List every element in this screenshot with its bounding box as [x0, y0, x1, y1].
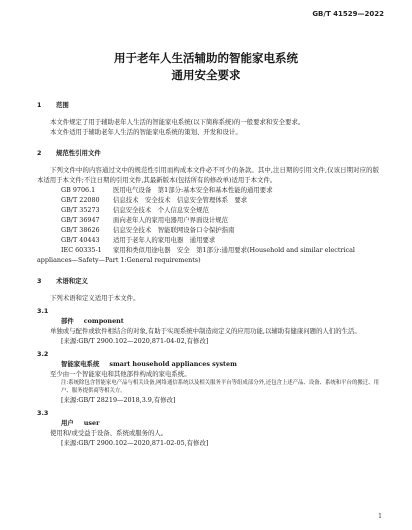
- paragraph: 本文件适用于辅助老年人生活的智能家电系统的策划、开发和设计。: [50, 128, 242, 136]
- reference-item: GB/T 22080 信息技术 安全技术 信息安全管理体系 要求: [61, 196, 248, 204]
- term-heading: 智能家电系统 smart household appliances system: [61, 360, 237, 368]
- term-clause-number: 3.1: [37, 307, 49, 315]
- reference-continuation: appliances—Safety—Part 1:General requirements): [37, 256, 201, 264]
- section-heading-normative-references: 2 规范性引用文件: [37, 149, 101, 157]
- reference-item: GB 9706.1 医用电气设备 第1部分:基本安全和基本性能的通用要求: [61, 186, 273, 194]
- page-number: 1: [378, 513, 382, 520]
- reference-item: GB/T 35273 信息安全技术 个人信息安全规范: [61, 206, 209, 214]
- document-title: 用于老年人生活辅助的智能家电系统: [114, 51, 298, 65]
- term-definition: 使用和/或受益于设备、系统或服务的人。: [50, 429, 168, 437]
- reference-item: IEC 60335-1 家用和类似用途电器 安全 第1部分:通用要求(Household and similar electrical: [61, 246, 355, 254]
- term-note: 注:系统除包含智能家电产品与相关设备,网络通信系统以及相关服务平台等组成部分外,还包含上述产品、设备、系统和平台的搬迁、用户、服务提供商等相关方。: [61, 380, 379, 394]
- term-heading: 部件 component: [61, 317, 124, 325]
- reference-item: GB/T 36947 面向老年人的家用电器用户界面设计规范: [61, 216, 229, 224]
- term-source: [来源:GB/T 2900.102—2020,871-02-05,有修改]: [61, 439, 209, 447]
- document-body: [37, 96, 379, 448]
- paragraph: 本文件规定了用于辅助老年人生活的智能家电系统(以下简称系统)的一般要求和安全要求。: [50, 118, 305, 126]
- term-source: [来源:GB/T 28219—2018,3.9,有修改]: [61, 396, 176, 404]
- paragraph: 下列术语和定义适用于本文件。: [50, 294, 140, 302]
- term-clause-number: 3.3: [37, 409, 49, 417]
- paragraph: 下列文件中的内容通过文中的规范性引用而构成本文件必不可少的条款。其中,注日期的引用文件,仅该日期对应的版本适用于本文件;不注日期的引用文件,其最新版本(包括所有的修改单)适用于本文件。: [37, 166, 379, 184]
- term-source: [来源:GB/T 2900.102—2020,871-04-02,有修改]: [61, 337, 209, 345]
- term-clause-number: 3.2: [37, 350, 49, 358]
- section-heading-terms-definitions: 3 术语和定义: [37, 277, 88, 285]
- term-definition: 单独或与配件或软件相结合的对象,有助于实现系统中制造商定义的应用功能,以辅助有健康问题的人们的生活。: [50, 327, 361, 335]
- reference-item: GB/T 38626 信息安全技术 智能联网设备口令保护指南: [61, 226, 235, 234]
- section-heading-scope: 1 范围: [37, 101, 69, 109]
- term-definition: 至少由一个智能家电和其他部件构成的家电系统。: [50, 370, 191, 378]
- term-heading: 用户 user: [61, 419, 100, 427]
- standard-number: GB/T 41529—2022: [312, 10, 384, 18]
- document-subtitle: 通用安全要求: [171, 68, 241, 82]
- reference-item: GB/T 40443 适用于老年人的家用电器 通用要求: [61, 236, 216, 244]
